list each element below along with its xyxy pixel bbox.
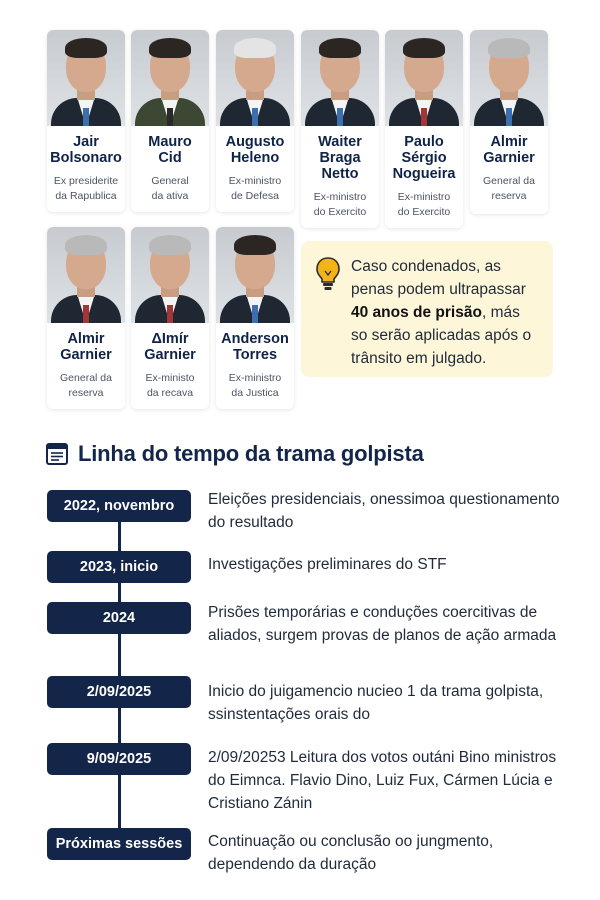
timeline-date-badge: 2024: [47, 602, 191, 634]
timeline-date-badge: Próximas sessões: [47, 828, 191, 860]
timeline-event-text: 2/09/20253 Leitura dos votos outáni Bino ministros do Eimnca. Flavio Dino, Luiz Fux, Cármen Lúcia e Cristiano Zánin: [208, 749, 557, 812]
portrait-photo: [47, 30, 125, 126]
person-card: [47, 30, 125, 212]
portrait-photo: [216, 227, 294, 323]
person-role: General da reserva: [60, 372, 112, 399]
portrait-photo: [216, 30, 294, 126]
portrait-photo: [131, 30, 209, 126]
portrait-photo: [301, 30, 379, 126]
note-text-after: , más so serão aplicadas após o trânsito em julgado.: [351, 304, 532, 367]
person-role: Ex-ministo da recava: [145, 372, 195, 399]
portrait-photo: [131, 227, 209, 323]
timeline-event-text: Continuação ou conclusão oo jungmento, dependendo da duração: [208, 833, 494, 873]
person-name: Augusto Heleno: [225, 134, 285, 166]
person-card: [131, 30, 209, 212]
person-role: Ex-ministro do Exercito: [313, 191, 367, 218]
person-card: [385, 30, 463, 228]
person-card: [470, 30, 548, 214]
timeline-title: Linha do tempo da trama golpista: [78, 441, 424, 466]
note-text-before: Caso condenados, as penas podem ultrapassar: [351, 258, 526, 298]
sentence-note: [301, 241, 553, 377]
person-name: Almir Garnier: [483, 134, 535, 166]
person-name: ΔImír Garnier: [144, 331, 196, 363]
document-icon: [46, 443, 68, 465]
timeline-event-text: Investigações preliminares do STF: [208, 556, 447, 573]
person-role: Ex-ministro de Defesa: [228, 175, 282, 202]
person-name: Jair Bolsonaro: [50, 134, 122, 166]
person-name: Almir Garnier: [60, 331, 112, 363]
timeline-event-text: Eleições presidenciais, onessimoa questionamento do resultado: [208, 491, 560, 531]
person-card: [301, 30, 379, 228]
portrait-photo: [385, 30, 463, 126]
portrait-photo: [47, 227, 125, 323]
person-card: [47, 227, 125, 409]
timeline-date-badge: 2022, novembro: [47, 490, 191, 522]
person-card: [216, 30, 294, 212]
person-role: Ex presiderite da Rapublica: [53, 175, 119, 202]
person-role: Ex-ministro da Justica: [228, 372, 282, 399]
timeline-date-badge: 9/09/2025: [47, 743, 191, 775]
lightbulb-icon: [315, 257, 341, 291]
portrait-photo: [470, 30, 548, 126]
person-card: [216, 227, 294, 409]
note-highlight: 40 anos de prisão: [351, 304, 482, 321]
timeline-event-text: Prisões temporárias e conduções coercitivas de aliados, surgem provas de planos de ação armada: [208, 604, 557, 644]
timeline-date-badge: 2023, inicio: [47, 551, 191, 583]
person-role: General da reserva: [483, 175, 535, 202]
person-card: [131, 227, 209, 409]
person-name: Mauro Cid: [148, 134, 192, 166]
timeline-date-badge: 2/09/2025: [47, 676, 191, 708]
person-name: Waiter Braga Netto: [318, 134, 362, 182]
timeline-event-text: Inicio do juigamencio nucieo 1 da trama golpista, ssinstentações orais do: [208, 683, 544, 723]
timeline-header: [46, 437, 566, 471]
person-role: Ex-ministro do Exercito: [397, 191, 451, 218]
person-name: Anderson Torres: [221, 331, 289, 363]
person-role: General da ativa: [151, 175, 189, 202]
person-name: Paulo Sérgio Nogueira: [392, 134, 456, 182]
